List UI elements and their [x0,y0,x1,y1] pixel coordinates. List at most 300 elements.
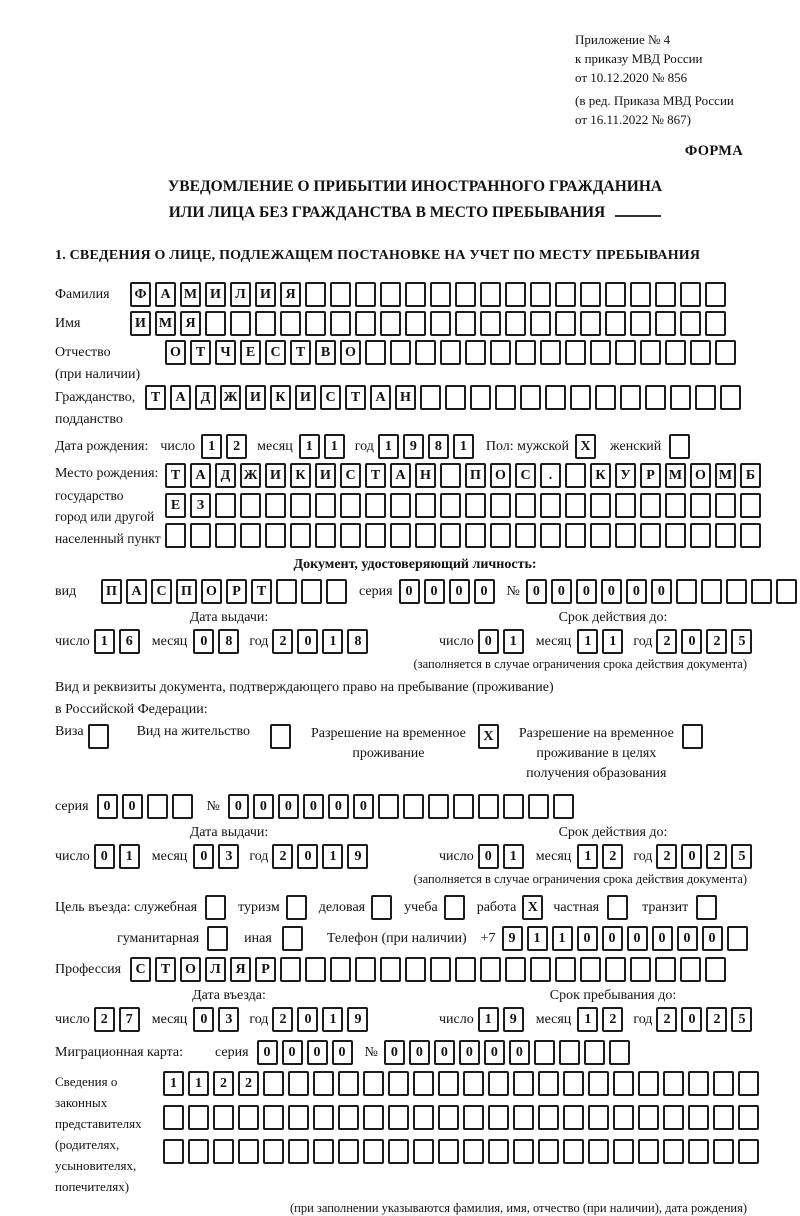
form-cell[interactable] [288,1071,309,1096]
form-cell[interactable]: 9 [502,926,523,951]
form-cell[interactable] [738,1071,759,1096]
form-cell[interactable]: И [245,385,266,410]
form-cell[interactable]: А [155,282,176,307]
form-cell[interactable] [463,1071,484,1096]
form-cell[interactable]: 0 [681,844,702,869]
form-cell[interactable]: Т [165,463,186,488]
form-cell[interactable]: У [615,463,636,488]
form-cell[interactable] [380,282,401,307]
form-cell[interactable] [640,493,661,518]
form-cell[interactable] [213,1139,234,1164]
form-cell[interactable]: Т [145,385,166,410]
form-cell[interactable] [688,1105,709,1130]
form-cell[interactable]: П [101,579,122,604]
form-cell[interactable] [470,385,491,410]
form-cell[interactable]: С [151,579,172,604]
form-cell[interactable] [490,340,511,365]
form-cell[interactable] [365,340,386,365]
form-cell[interactable] [490,493,511,518]
form-cell[interactable] [538,1139,559,1164]
form-cell[interactable] [263,1105,284,1130]
form-cell[interactable] [630,957,651,982]
form-cell[interactable] [665,340,686,365]
form-cell[interactable]: 0 [257,1040,278,1065]
form-cell[interactable] [415,340,436,365]
form-cell[interactable] [555,311,576,336]
form-cell[interactable] [455,282,476,307]
form-cell[interactable] [301,579,322,604]
form-cell[interactable] [605,957,626,982]
form-cell[interactable] [740,493,761,518]
form-cell[interactable]: К [290,463,311,488]
form-cell[interactable] [595,385,616,410]
form-cell[interactable] [713,1071,734,1096]
form-cell[interactable]: 0 [97,794,118,819]
form-cell[interactable] [263,1139,284,1164]
form-cell[interactable] [505,957,526,982]
form-cell[interactable] [738,1139,759,1164]
form-cell[interactable] [669,434,690,459]
form-cell[interactable] [605,311,626,336]
form-cell[interactable]: 0 [282,1040,303,1065]
form-cell[interactable]: 1 [299,434,320,459]
form-cell[interactable] [371,895,392,920]
form-cell[interactable] [290,493,311,518]
form-cell[interactable]: 0 [297,1007,318,1032]
form-cell[interactable] [388,1105,409,1130]
form-cell[interactable] [315,493,336,518]
form-cell[interactable] [538,1071,559,1096]
form-cell[interactable]: 2 [238,1071,259,1096]
form-cell[interactable]: Д [195,385,216,410]
form-cell[interactable]: 1 [322,1007,343,1032]
form-cell[interactable] [528,794,549,819]
form-cell[interactable]: А [190,463,211,488]
form-cell[interactable] [355,311,376,336]
form-cell[interactable]: Е [240,340,261,365]
form-cell[interactable] [438,1105,459,1130]
form-cell[interactable]: 1 [324,434,345,459]
form-cell[interactable] [563,1105,584,1130]
form-cell[interactable]: 0 [626,579,647,604]
form-cell[interactable] [495,385,516,410]
form-cell[interactable]: 0 [193,629,214,654]
form-cell[interactable] [630,311,651,336]
form-cell[interactable]: И [205,282,226,307]
form-cell[interactable]: 0 [681,1007,702,1032]
form-cell[interactable]: 2 [656,1007,677,1032]
form-cell[interactable] [205,895,226,920]
form-cell[interactable] [338,1105,359,1130]
form-cell[interactable] [615,493,636,518]
form-cell[interactable] [330,957,351,982]
form-cell[interactable]: Т [155,957,176,982]
form-cell[interactable] [670,385,691,410]
form-cell[interactable]: X [478,724,499,749]
form-cell[interactable] [630,282,651,307]
form-cell[interactable]: 0 [332,1040,353,1065]
form-cell[interactable]: 0 [434,1040,455,1065]
form-cell[interactable]: И [265,463,286,488]
form-cell[interactable] [565,463,586,488]
form-cell[interactable] [640,523,661,548]
form-cell[interactable] [465,340,486,365]
form-cell[interactable]: 0 [328,794,349,819]
form-cell[interactable] [688,1071,709,1096]
form-cell[interactable] [515,523,536,548]
form-cell[interactable] [163,1105,184,1130]
form-cell[interactable] [288,1139,309,1164]
form-cell[interactable]: 3 [218,844,239,869]
form-cell[interactable]: Т [190,340,211,365]
form-cell[interactable]: З [190,493,211,518]
form-cell[interactable] [215,523,236,548]
form-cell[interactable]: 0 [652,926,673,951]
form-cell[interactable]: 0 [577,926,598,951]
form-cell[interactable]: 0 [551,579,572,604]
form-cell[interactable] [534,1040,555,1065]
form-cell[interactable]: 2 [226,434,247,459]
form-cell[interactable]: М [665,463,686,488]
form-cell[interactable]: 9 [347,844,368,869]
form-cell[interactable]: 2 [602,1007,623,1032]
form-cell[interactable]: 0 [601,579,622,604]
form-cell[interactable] [727,926,748,951]
form-cell[interactable] [480,311,501,336]
form-cell[interactable] [715,493,736,518]
form-cell[interactable]: 2 [706,629,727,654]
form-cell[interactable] [665,523,686,548]
form-cell[interactable] [515,493,536,518]
form-cell[interactable] [265,523,286,548]
form-cell[interactable] [415,493,436,518]
form-cell[interactable] [613,1071,634,1096]
form-cell[interactable] [690,493,711,518]
form-cell[interactable]: И [315,463,336,488]
form-cell[interactable] [590,340,611,365]
form-cell[interactable] [207,926,228,951]
form-cell[interactable] [390,523,411,548]
form-cell[interactable]: 0 [478,844,499,869]
form-cell[interactable] [701,579,722,604]
form-cell[interactable] [88,724,109,749]
form-cell[interactable]: 8 [428,434,449,459]
form-cell[interactable] [580,282,601,307]
form-cell[interactable] [163,1139,184,1164]
form-cell[interactable] [478,794,499,819]
edu-permit-checkbox[interactable] [682,724,707,749]
form-cell[interactable] [705,957,726,982]
form-cell[interactable] [380,957,401,982]
form-cell[interactable] [605,282,626,307]
form-cell[interactable] [313,1071,334,1096]
form-cell[interactable]: 0 [353,794,374,819]
form-cell[interactable] [440,493,461,518]
form-cell[interactable]: А [390,463,411,488]
form-cell[interactable] [665,493,686,518]
form-cell[interactable]: 0 [576,579,597,604]
form-cell[interactable] [520,385,541,410]
form-cell[interactable]: Л [230,282,251,307]
form-cell[interactable] [680,957,701,982]
form-cell[interactable] [288,1105,309,1130]
form-cell[interactable] [655,957,676,982]
form-cell[interactable] [413,1071,434,1096]
form-cell[interactable] [338,1139,359,1164]
form-cell[interactable]: Б [740,463,761,488]
form-cell[interactable] [580,957,601,982]
form-cell[interactable]: 0 [424,579,445,604]
form-cell[interactable]: О [690,463,711,488]
form-cell[interactable] [363,1105,384,1130]
sex-female-checkbox[interactable] [669,434,694,459]
form-cell[interactable] [415,523,436,548]
form-cell[interactable]: Р [226,579,247,604]
form-cell[interactable] [553,794,574,819]
purpose-private-checkbox[interactable] [607,895,632,920]
form-cell[interactable] [463,1105,484,1130]
form-cell[interactable]: Д [215,463,236,488]
form-cell[interactable] [540,523,561,548]
form-cell[interactable] [420,385,441,410]
form-cell[interactable] [565,523,586,548]
form-cell[interactable] [188,1105,209,1130]
form-cell[interactable]: 2 [272,844,293,869]
form-cell[interactable]: 1 [577,629,598,654]
form-cell[interactable] [513,1071,534,1096]
purpose-transit-checkbox[interactable] [696,895,721,920]
form-cell[interactable] [638,1139,659,1164]
form-cell[interactable] [588,1105,609,1130]
form-cell[interactable] [213,1105,234,1130]
form-cell[interactable]: 9 [503,1007,524,1032]
form-cell[interactable]: 1 [94,629,115,654]
form-cell[interactable]: 7 [119,1007,140,1032]
form-cell[interactable] [430,282,451,307]
form-cell[interactable]: 2 [272,629,293,654]
form-cell[interactable] [590,523,611,548]
form-cell[interactable]: 1 [201,434,222,459]
form-cell[interactable]: Я [280,282,301,307]
form-cell[interactable]: 1 [322,844,343,869]
form-cell[interactable] [326,579,347,604]
form-cell[interactable]: 0 [297,629,318,654]
form-cell[interactable] [530,282,551,307]
form-cell[interactable]: 1 [527,926,548,951]
form-cell[interactable] [513,1139,534,1164]
form-cell[interactable] [444,895,465,920]
form-cell[interactable]: Е [165,493,186,518]
form-cell[interactable]: 0 [94,844,115,869]
form-cell[interactable] [655,311,676,336]
form-cell[interactable] [545,385,566,410]
form-cell[interactable] [453,794,474,819]
form-cell[interactable]: 1 [119,844,140,869]
form-cell[interactable] [503,794,524,819]
form-cell[interactable] [515,340,536,365]
form-cell[interactable] [438,1139,459,1164]
form-cell[interactable]: 1 [478,1007,499,1032]
form-cell[interactable]: О [165,340,186,365]
form-cell[interactable]: X [522,895,543,920]
form-cell[interactable] [570,385,591,410]
form-cell[interactable] [463,1139,484,1164]
form-cell[interactable] [338,1071,359,1096]
form-cell[interactable] [465,493,486,518]
form-cell[interactable]: Ж [220,385,241,410]
form-cell[interactable] [590,493,611,518]
form-cell[interactable]: А [370,385,391,410]
temp-permit-checkbox[interactable] [478,724,503,749]
form-cell[interactable] [430,957,451,982]
form-cell[interactable]: Н [415,463,436,488]
form-cell[interactable]: 0 [474,579,495,604]
form-cell[interactable]: 0 [193,844,214,869]
form-cell[interactable]: 0 [449,579,470,604]
form-cell[interactable] [355,957,376,982]
form-cell[interactable] [305,957,326,982]
form-cell[interactable] [696,895,717,920]
form-cell[interactable] [563,1139,584,1164]
form-cell[interactable] [555,282,576,307]
form-cell[interactable]: 2 [656,844,677,869]
form-cell[interactable] [530,311,551,336]
form-cell[interactable] [465,523,486,548]
form-cell[interactable]: 0 [526,579,547,604]
form-cell[interactable] [413,1105,434,1130]
form-cell[interactable] [438,1071,459,1096]
form-cell[interactable] [584,1040,605,1065]
form-cell[interactable]: И [130,311,151,336]
form-cell[interactable] [330,311,351,336]
form-cell[interactable]: А [170,385,191,410]
form-cell[interactable]: 0 [509,1040,530,1065]
form-cell[interactable]: 1 [453,434,474,459]
form-cell[interactable] [563,1071,584,1096]
form-cell[interactable] [488,1139,509,1164]
form-cell[interactable] [330,282,351,307]
form-cell[interactable]: Я [180,311,201,336]
form-cell[interactable] [363,1139,384,1164]
form-cell[interactable] [413,1139,434,1164]
form-cell[interactable]: 0 [602,926,623,951]
form-cell[interactable] [715,340,736,365]
form-cell[interactable] [740,523,761,548]
form-cell[interactable]: 2 [213,1071,234,1096]
form-cell[interactable] [751,579,772,604]
form-cell[interactable] [378,794,399,819]
form-cell[interactable]: 2 [706,1007,727,1032]
form-cell[interactable] [565,493,586,518]
form-cell[interactable]: 0 [702,926,723,951]
form-cell[interactable]: 0 [651,579,672,604]
form-cell[interactable] [365,523,386,548]
form-cell[interactable]: Т [345,385,366,410]
form-cell[interactable]: С [265,340,286,365]
form-cell[interactable]: О [490,463,511,488]
form-cell[interactable]: 1 [163,1071,184,1096]
form-cell[interactable]: Я [230,957,251,982]
form-cell[interactable]: М [155,311,176,336]
form-cell[interactable]: 2 [602,844,623,869]
form-cell[interactable]: 0 [297,844,318,869]
form-cell[interactable] [455,311,476,336]
form-cell[interactable] [280,311,301,336]
form-cell[interactable]: 0 [228,794,249,819]
form-cell[interactable] [680,282,701,307]
form-cell[interactable]: С [340,463,361,488]
form-cell[interactable] [505,311,526,336]
form-cell[interactable]: 1 [552,926,573,951]
purpose-tourism-checkbox[interactable] [286,895,311,920]
form-cell[interactable] [615,340,636,365]
form-cell[interactable] [313,1105,334,1130]
form-cell[interactable] [738,1105,759,1130]
form-cell[interactable]: М [715,463,736,488]
form-cell[interactable] [445,385,466,410]
form-cell[interactable] [430,311,451,336]
form-cell[interactable]: 0 [122,794,143,819]
form-cell[interactable] [440,340,461,365]
residence-permit-checkbox[interactable] [270,724,295,749]
purpose-study-checkbox[interactable] [444,895,469,920]
form-cell[interactable] [172,794,193,819]
form-cell[interactable] [705,311,726,336]
form-cell[interactable] [565,340,586,365]
form-cell[interactable]: С [130,957,151,982]
form-cell[interactable]: 0 [409,1040,430,1065]
form-cell[interactable] [282,926,303,951]
form-cell[interactable]: 0 [484,1040,505,1065]
form-cell[interactable] [238,1139,259,1164]
form-cell[interactable] [620,385,641,410]
purpose-business-checkbox[interactable] [371,895,396,920]
purpose-work-checkbox[interactable] [522,895,547,920]
form-cell[interactable] [380,311,401,336]
form-cell[interactable]: 0 [278,794,299,819]
form-cell[interactable] [230,311,251,336]
form-cell[interactable] [340,523,361,548]
form-cell[interactable] [638,1071,659,1096]
form-cell[interactable] [263,1071,284,1096]
form-cell[interactable]: Ж [240,463,261,488]
form-cell[interactable]: К [590,463,611,488]
form-cell[interactable] [580,311,601,336]
form-cell[interactable]: 1 [378,434,399,459]
form-cell[interactable] [613,1105,634,1130]
form-cell[interactable]: 8 [218,629,239,654]
form-cell[interactable] [403,794,424,819]
form-cell[interactable]: К [270,385,291,410]
form-cell[interactable] [720,385,741,410]
form-cell[interactable] [165,523,186,548]
form-cell[interactable] [305,311,326,336]
form-cell[interactable]: 9 [403,434,424,459]
form-cell[interactable]: Р [255,957,276,982]
form-cell[interactable] [315,523,336,548]
form-cell[interactable] [638,1105,659,1130]
form-cell[interactable] [663,1139,684,1164]
form-cell[interactable]: О [201,579,222,604]
form-cell[interactable] [705,282,726,307]
form-cell[interactable] [690,523,711,548]
visa-checkbox[interactable] [88,724,113,749]
form-cell[interactable] [355,282,376,307]
form-cell[interactable]: 0 [478,629,499,654]
form-cell[interactable] [555,957,576,982]
purpose-humanitarian-checkbox[interactable] [207,926,232,951]
form-cell[interactable]: 6 [119,629,140,654]
